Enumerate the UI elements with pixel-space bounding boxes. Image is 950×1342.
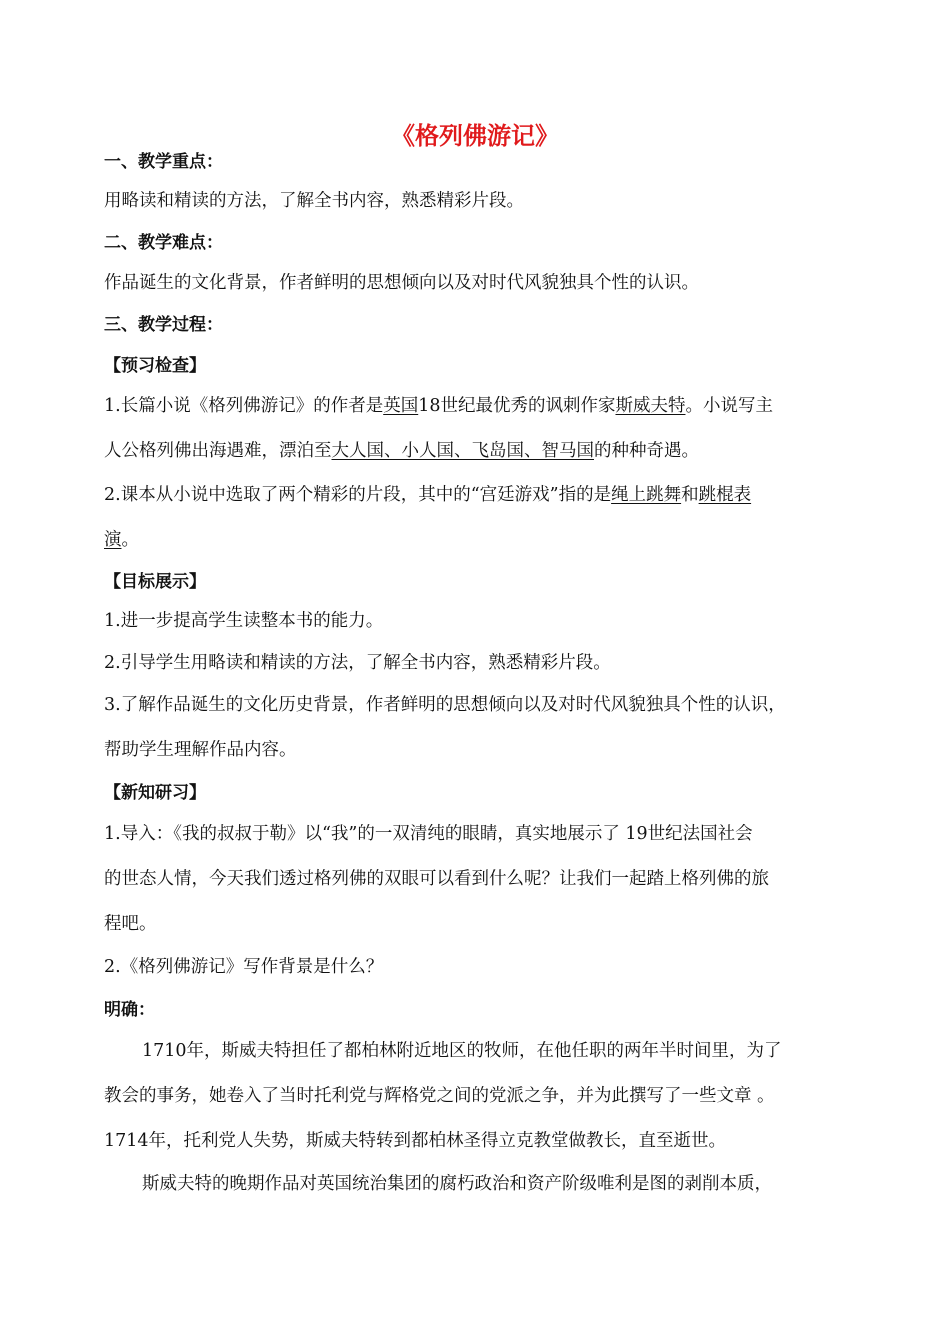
study-p1-line1: 1.导入：《我的叔叔于勒》以“我”的一双清纯的眼睛，真实地展示了 19世纪法国社会 xyxy=(104,824,753,844)
answer-line3: 1714年，托利党人失势，斯威夫特转到都柏林圣得立克教堂做教长，直至逝世。 xyxy=(104,1131,727,1151)
answer-stick-jumping: 跳棍表 xyxy=(698,485,752,505)
goal-2: 2.引导学生用略读和精读的方法，了解全书内容，熟悉精彩片段。 xyxy=(104,653,611,673)
answer-rope-dancing: 绳上跳舞 xyxy=(611,485,682,505)
preview-q2-line2: 演。 xyxy=(104,530,139,550)
heading-new-study: 【新知研习】 xyxy=(104,783,206,803)
goal-1: 1.进一步提高学生读整本书的能力。 xyxy=(104,611,384,631)
teaching-focus-text: 用略读和精读的方法，了解全书内容，熟悉精彩片段。 xyxy=(104,191,524,211)
heading-teaching-difficulty: 二、教学难点： xyxy=(104,233,223,253)
study-p2: 2.《格列佛游记》写作背景是什么？ xyxy=(104,957,384,977)
preview-q1-line2: 人公格列佛出海遇难，漂泊至大人国、小人国、飞岛国、智马国的种种奇遇。 xyxy=(104,441,699,461)
study-p1-line3: 程吧。 xyxy=(104,914,157,934)
goal-3-line2: 帮助学生理解作品内容。 xyxy=(104,740,297,760)
teaching-difficulty-text: 作品诞生的文化背景，作者鲜明的思想倾向以及对时代风貌独具个性的认识。 xyxy=(104,273,699,293)
preview-q2-line1: 2.课本从小说中选取了两个精彩的片段，其中的“宫廷游戏”指的是绳上跳舞和跳棍表 xyxy=(104,485,752,505)
heading-teaching-focus: 一、教学重点： xyxy=(104,152,223,172)
heading-goals: 【目标展示】 xyxy=(104,572,206,592)
answer-stick-jumping-cont: 演 xyxy=(104,530,122,550)
answer-countries: 大人国、小人国、飞岛国、智马国 xyxy=(331,441,594,461)
document-title: 《格列佛游记》 xyxy=(391,122,559,150)
answer-swift: 斯威夫特 xyxy=(615,396,686,416)
goal-3-line1: 3.了解作品诞生的文化历史背景，作者鲜明的思想倾向以及对时代风貌独具个性的认识， xyxy=(104,695,786,715)
answer-label: 明确： xyxy=(104,1000,155,1020)
heading-teaching-process: 三、教学过程： xyxy=(104,315,223,335)
answer-england: 英国 xyxy=(383,396,419,416)
preview-q1-line1: 1.长篇小说《格列佛游记》的作者是英国18世纪最优秀的讽刺作家斯威夫特。小说写主 xyxy=(104,396,773,416)
heading-preview-check: 【预习检查】 xyxy=(104,356,206,376)
answer-line1: 1710年，斯威夫特担任了都柏林附近地区的牧师，在他任职的两年半时间里，为了 xyxy=(142,1041,782,1061)
answer-line2: 教会的事务，她卷入了当时托利党与辉格党之间的党派之争，并为此撰写了一些文章 。 xyxy=(104,1086,775,1106)
answer-line4: 斯威夫特的晚期作品对英国统治集团的腐朽政治和资产阶级唯利是图的剥削本质， xyxy=(142,1174,772,1194)
study-p1-line2: 的世态人情，今天我们透过格列佛的双眼可以看到什么呢？让我们一起踏上格列佛的旅 xyxy=(104,869,769,889)
